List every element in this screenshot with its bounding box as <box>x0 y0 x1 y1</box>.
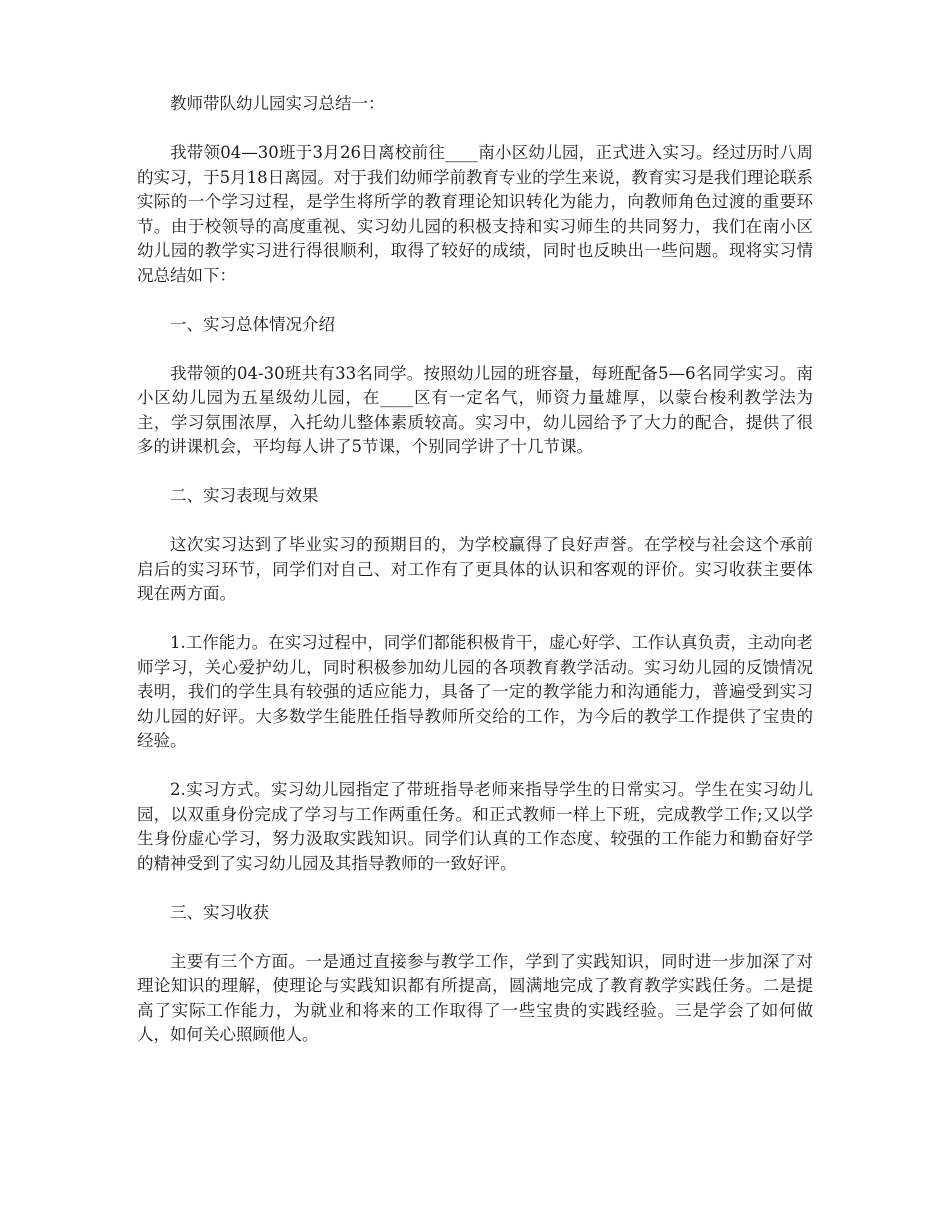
internship-method-paragraph: 2.实习方式。实习幼儿园指定了带班指导老师来指导学生的日常实习。学生在实习幼儿园，以双重身份完成了学习与工作两重任务。和正式教师一样上下班，完成教学工作;又以学生身份虚心学习，努力汲取实践知识。同学们认真的工作态度、较强的工作能力和勤奋好学的精神受到了实习幼儿园及其指导教师的一致好评。 <box>137 780 813 873</box>
section-heading-overview: 一、实习总体情况介绍 <box>170 314 335 334</box>
document-title: 教师带队幼儿园实习总结一： <box>170 94 385 113</box>
work-ability-paragraph: 1.工作能力。在实习过程中，同学们都能积极肯干，虚心好学、工作认真负责，主动向老师学习，关心爱护幼儿，同时积极参加幼儿园的各项教育教学活动。实习幼儿园的反馈情况表明，我们的学生具有较强的适应能力，具备了一定的教学能力和沟通能力，普遍受到实习幼儿园的好评。大多数学生能胜任指导教师所交给的工作，为今后的教学工作提供了宝贵的经验。 <box>137 633 813 750</box>
intro-paragraph: 我带领04—30班于3月26日离校前往____南小区幼儿园，正式进入实习。经过历时八周的实习，于5月18日离园。对于我们幼师学前教育专业的学生来说，教育实习是我们理论联系实际的一个学习过程，是学生将所学的教育理论知识转化为能力，向教师角色过渡的重要环节。由于校领导的高度重视、实习幼儿园的积极支持和实习师生的共同努力，我们在南小区幼儿园的教学实习进行得很顺利，取得了较好的成绩，同时也反映出一些问题。现将实习情况总结如下： <box>137 143 813 285</box>
performance-paragraph: 这次实习达到了毕业实习的预期目的，为学校赢得了良好声誉。在学校与社会这个承前启后的实习环节，同学们对自己、对工作有了更具体的认识和客观的评价。实习收获主要体现在两方面。 <box>137 535 813 603</box>
document-page <box>137 92 813 1072</box>
section-heading-gains: 三、实习收获 <box>170 902 269 922</box>
section-heading-performance: 二、实习表现与效果 <box>170 486 319 505</box>
gains-paragraph: 主要有三个方面。一是通过直接参与教学工作，学到了实践知识，同时进一步加深了对理论知识的理解，使理论与实践知识都有所提高，圆满地完成了教育教学实践任务。二是提高了实际工作能力，为就业和将来的工作取得了一些宝贵的实践经验。三是学会了如何做人，如何关心照顾他人。 <box>137 951 813 1044</box>
overview-paragraph: 我带领的04-30班共有33名同学。按照幼儿园的班容量，每班配备5—6名同学实习。南小区幼儿园为五星级幼儿园，在____区有一定名气，师资力量雄厚，以蒙台梭利教学法为主，学习氛围浓厚，入托幼儿整体素质较高。实习中，幼儿园给予了大力的配合，提供了很多的讲课机会，平均每人讲了5节课，个别同学讲了十几节课。 <box>137 363 813 456</box>
